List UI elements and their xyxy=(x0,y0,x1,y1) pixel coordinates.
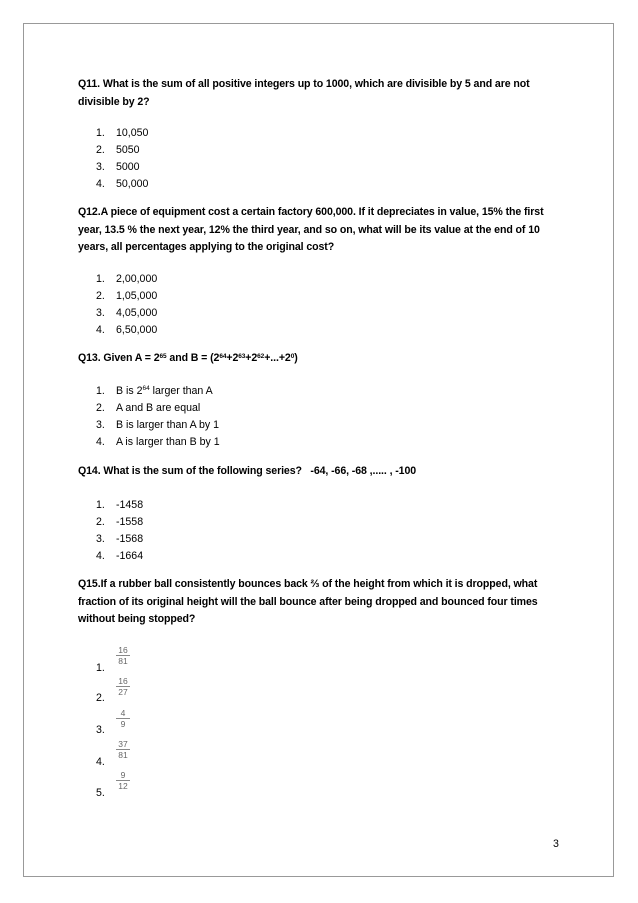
question-text-line: Q14. What is the sum of the following series? -64, -66, -68 ,..... , -100 xyxy=(78,465,417,477)
question-13: Q13. Given $A = 2^{65}$ and $B = (2^{64}+2^{63}+2^{62}+...+2^0)$ xyxy=(78,352,298,364)
question-text-line: years, all percentages applying to the original cost? xyxy=(78,241,335,253)
q15-option-5-number: 5. xyxy=(96,787,105,799)
question-15 xyxy=(78,576,548,629)
q13-option-2: 2. A and B are equal xyxy=(96,402,201,414)
q15-option-2-number: 2. xyxy=(96,692,105,704)
q15-option-4-fraction: $\frac{37}{81}$ xyxy=(116,739,130,760)
question-text-line: without being stopped? xyxy=(78,613,196,625)
q13-option-3: 3. B is larger than A by 1 xyxy=(96,419,220,431)
question-11 xyxy=(78,76,548,111)
q15-option-4-number: 4. xyxy=(96,756,105,768)
q14-option-3: 3. -1568 xyxy=(96,533,144,545)
q15-option-1-fraction: $\frac{16}{81}$ xyxy=(116,645,130,666)
page-number: 3 xyxy=(553,838,559,850)
q14-option-2: 2. -1558 xyxy=(96,516,144,528)
question-14 xyxy=(78,463,548,481)
question-text-line: Q11. What is the sum of all positive integers up to 1000, which are divisible by 5 and are not xyxy=(78,78,530,90)
q13-option-4: 4. A is larger than B by 1 xyxy=(96,436,220,448)
q15-option-3-fraction: $\frac{4}{9}$ xyxy=(116,708,130,729)
question-text-line: year, 13.5 % the next year, 12% the third year, and so on, what will be its value at the end of 10 xyxy=(78,223,540,236)
q15-option-5-fraction: $\frac{9}{12}$ xyxy=(116,770,130,791)
q14-option-1: 1. -1458 xyxy=(96,499,144,511)
q11-option-1: 1. 10,050 xyxy=(96,127,149,139)
question-text-line: Q12.A piece of equipment cost a certain factory 600,000. If it depreciates in value, 15% the first xyxy=(78,206,544,218)
q15-option-1-number: 1. xyxy=(96,662,105,674)
q15-option-2-fraction: $\frac{16}{27}$ xyxy=(116,676,130,697)
q14-option-4: 4. -1664 xyxy=(96,550,144,562)
question-text-line: divisible by 2? xyxy=(78,95,150,108)
q11-option-4: 4. 50,000 xyxy=(96,178,149,190)
q12-option-1: 1. 2,00,000 xyxy=(96,273,158,285)
q12-option-2: 2. 1,05,000 xyxy=(96,290,158,302)
question-text-line: fraction of its original height will the ball bounce after being dropped and bounced four times xyxy=(78,595,538,608)
q11-option-3: 3. 5000 xyxy=(96,161,140,173)
q13-option-1: 1. B is $2^{64}$ larger than A xyxy=(96,385,213,397)
q11-option-2: 2. 5050 xyxy=(96,144,140,156)
q12-option-4: 4. 6,50,000 xyxy=(96,324,158,336)
q12-option-3: 3. 4,05,000 xyxy=(96,307,158,319)
question-text-line: Q15.If a rubber ball consistently bounces back ⅔ of the height from which it is dropped, what xyxy=(78,578,538,590)
q15-option-3-number: 3. xyxy=(96,724,105,736)
question-12 xyxy=(78,204,548,257)
